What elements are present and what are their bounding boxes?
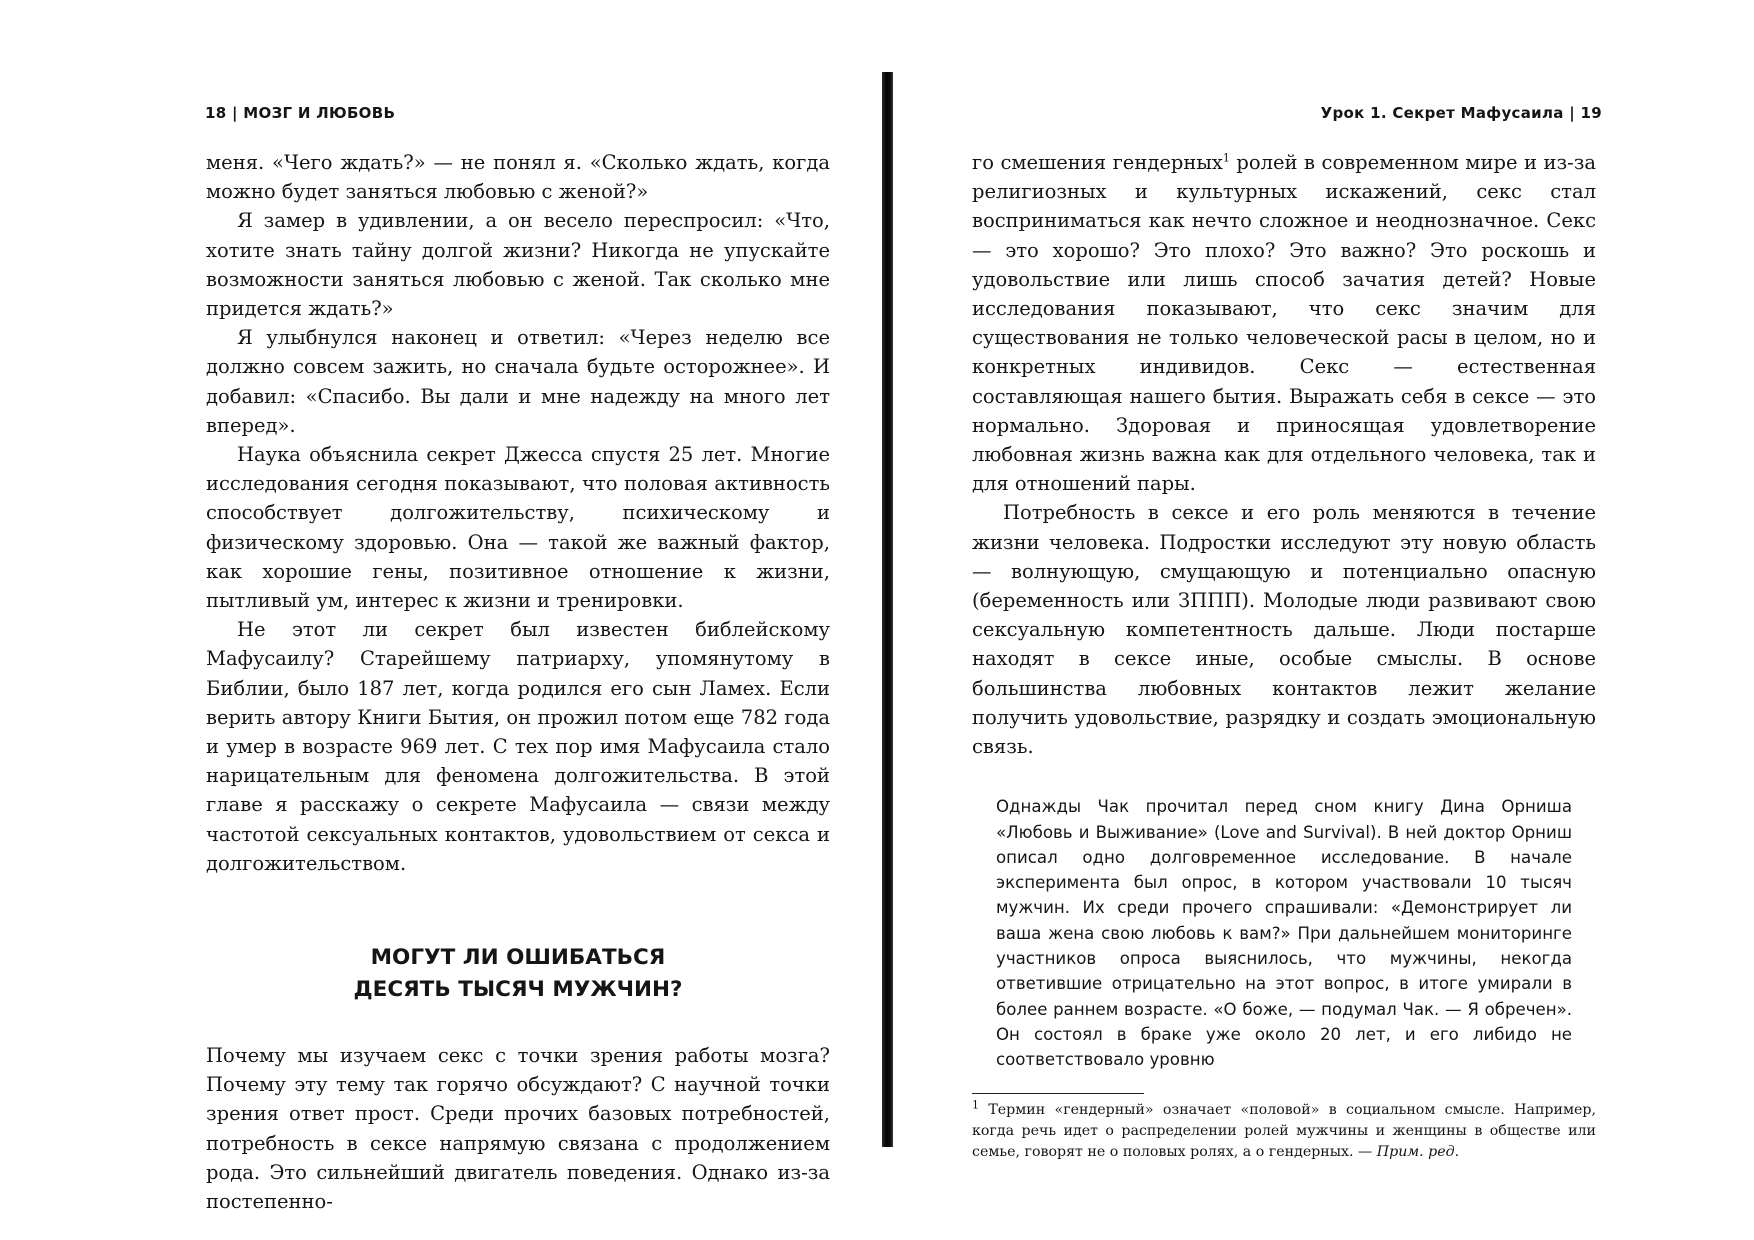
right-column <box>972 148 1596 1163</box>
footnote-editor-note: Прим. ред. <box>1376 1143 1460 1160</box>
section-heading-line-2: ДЕСЯТЬ ТЫСЯЧ МУЖЧИН? <box>353 977 683 1003</box>
right-page <box>880 0 1754 1240</box>
paragraph: Наука объяснила секрет Джесса спустя 25 лет. Многие исследования сегодня показывают, что половая активность способствует долгожительству, психическому и физическому здоровью. Она — такой же важный фактор, как хорошие гены, позитивное отношение к жизни, пытливый ум, интерес к жизни и тренировки. <box>206 443 830 613</box>
footnote <box>972 1097 1596 1163</box>
right-running-head: Урок 1. Секрет Мафусаила | 19 <box>1320 104 1602 122</box>
left-column <box>206 148 830 1216</box>
paragraph: меня. «Чего ждать?» — не понял я. «Сколько ждать, когда можно будет заняться любовью с женой?» <box>206 151 830 204</box>
paragraph: Потребность в сексе и его роль меняются в течение жизни человека. Подростки исследуют эту новую область — волнующую, смущающую и потенциально опасную (беременность или ЗППП). Молодые люди развивают свою сексуальную компетентность дальше. Люди постарше находят в сексе иные, особые смыслы. В основе большинства любовных контактов лежит желание получить удовольствие, разрядку и создать эмоциональную связь. <box>972 501 1596 759</box>
paragraph: Почему мы изучаем секс с точки зрения работы мозга? Почему эту тему так горячо обсуждают? С научной точки зрения ответ прост. Среди прочих базовых потребностей, потребность в сексе напрямую связана с продолжением рода. Это сильнейший двигатель поведения. Однако из-за постепенно- <box>206 1044 830 1214</box>
left-running-head: 18 | МОЗГ И ЛЮБОВЬ <box>205 104 396 122</box>
footnote-text: Термин «гендерный» означает «половой» в социальном смысле. Например, когда речь идет о распределении ролей мужчины и женщины в обществе или семье, говорят не о половых ролях, а о гендерных. — <box>972 1101 1596 1160</box>
paragraph: Я замер в удивлении, а он весело переспросил: «Что, хотите знать тайну долгой жизни? Никогда не упускайте возможности заняться любовью с женой. Так сколько мне придется ждать?» <box>206 209 830 321</box>
section-heading-line-1: МОГУТ ЛИ ОШИБАТЬСЯ <box>370 945 666 971</box>
paragraph <box>972 148 1596 498</box>
footnote-mark: 1 <box>972 1097 979 1111</box>
footnote-divider <box>972 1093 1144 1094</box>
footnote-reference[interactable]: 1 <box>1222 151 1230 165</box>
paragraph-start: го смешения гендерных <box>972 151 1223 174</box>
section-heading <box>206 942 830 1006</box>
paragraph: Я улыбнулся наконец и ответил: «Через неделю все должно совсем зажить, но сначала будьте осторожнее». И добавил: «Спасибо. Вы дали и мне надежду на много лет вперед». <box>206 326 830 437</box>
paragraph: Не этот ли секрет был известен библейскому Мафусаилу? Старейшему патриарху, упомянутому в Библии, было 187 лет, когда родился его сын Ламех. Если верить автору Книги Бытия, он прожил потом еще 782 года и умер в возрасте 969 лет. С тех пор имя Мафусаила стало нарицательным для феномена долгожительства. В этой главе я расскажу о секрете Мафусаила — связи между частотой сексуальных контактов, удовольствием от секса и долгожительством. <box>206 618 830 875</box>
paragraph-rest: ролей в современном мире и из-за религиозных и культурных искажений, секс стал восприниматься как нечто сложное и неоднозначное. Секс — это хорошо? Это плохо? Это важно? Это роскошь и удовольствие или лишь способ зачатия детей? Новые исследования показывают, что секс значим для существования не только человеческой расы в целом, но и конкретных индивидов. Секс — естественная составляющая нашего бытия. Выражать себя в сексе — это нормально. Здоровая и приносящая удовлетворение любовная жизнь важна как для отдельного человека, так и для отношений пары. <box>972 151 1596 496</box>
case-study-box: Однажды Чак прочитал перед сном книгу Дина Орниша «Любовь и Выживание» (Love and Survival). В ней доктор Орниш описал одно долговременное исследование. В начале эксперимента был опрос, в котором участвовали 10 тысяч мужчин. Их среди прочего спрашивали: «Демонстрирует ли ваша жена свою любовь к вам?» При дальнейшем мониторинге участников опроса выяснилось, что мужчины, некогда ответившие отрицательно на этот вопрос, в итоге умирали в более раннем возрасте. «О боже, — подумал Чак. — Я обречен». Он состоял в браке уже около 20 лет, и его либидо не соответствовало уровню <box>996 797 1572 1070</box>
